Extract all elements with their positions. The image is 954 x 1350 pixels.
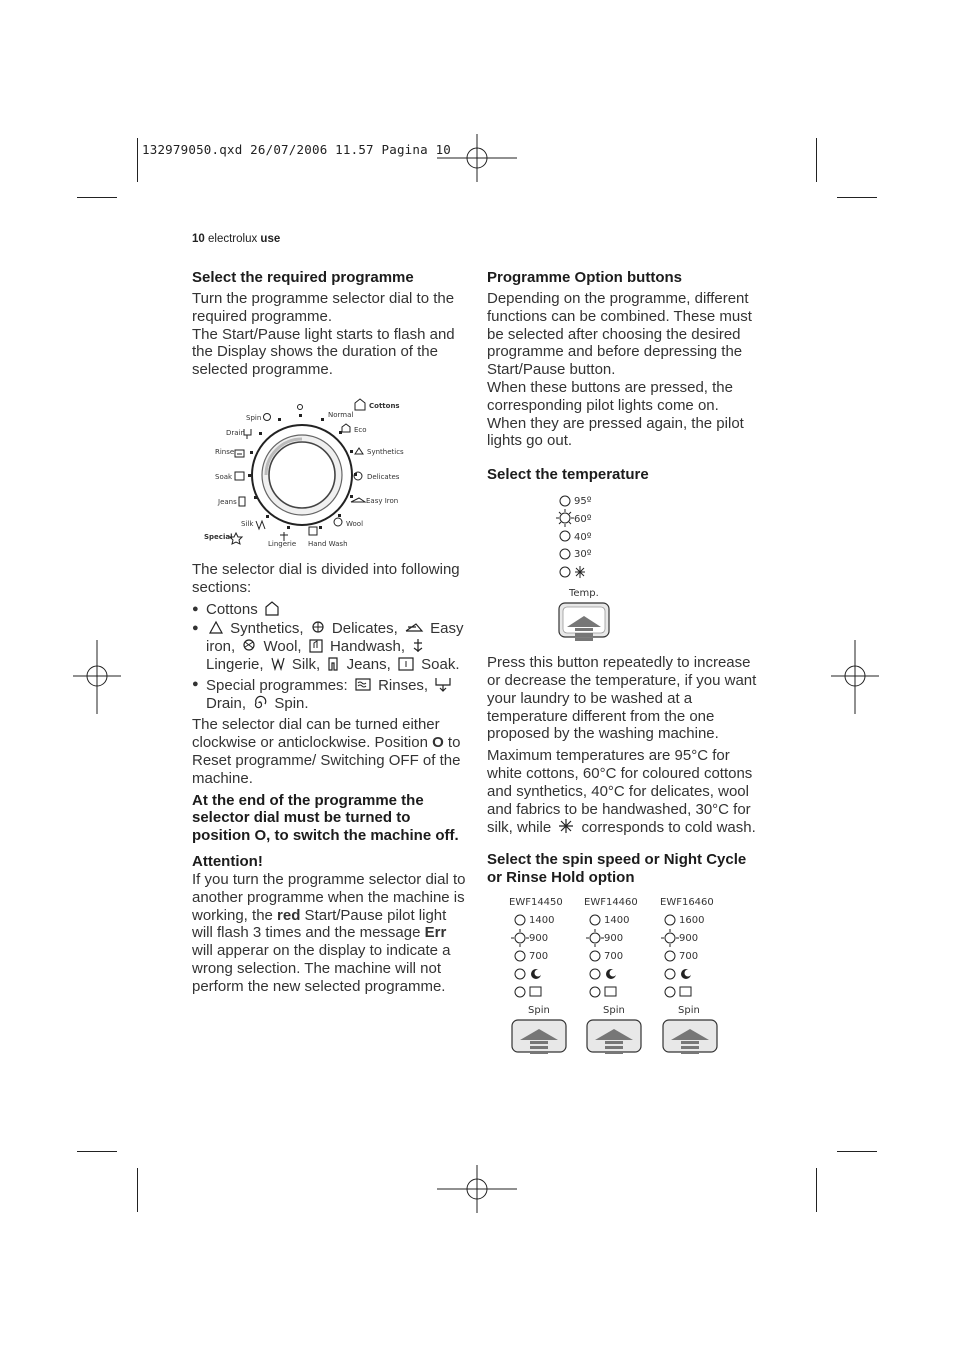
spin-speed-2-1: 1400 — [604, 915, 630, 927]
dial-label-normal: Normal — [328, 410, 354, 419]
spin-button-label-1: Spin — [528, 1005, 550, 1017]
end-of-programme-warning: At the end of the programme the selector dial must be turned to position O, to switch the machine off. — [192, 791, 459, 845]
section-cottons: ● Cottons — [192, 601, 467, 619]
spin-icon — [264, 413, 271, 420]
dial-label-jeans: Jeans — [218, 497, 237, 506]
temp-label-60: 60º — [574, 514, 592, 526]
spin-speed-3-2: 900 — [679, 933, 699, 945]
print-slug: 132979050.qxd 26/07/2006 11.57 Pagina 10 — [142, 142, 452, 157]
dial-label-spin: Spin — [246, 413, 262, 422]
section-name: use — [260, 233, 281, 245]
dial-label-drain: Drain — [226, 428, 245, 437]
spin-model-3: EWF16460 — [660, 897, 714, 909]
spin-model-2: EWF14460 — [584, 897, 638, 909]
cold-wash-icon — [557, 818, 575, 834]
registration-mark-left — [73, 640, 123, 716]
temperature-text-2: Maximum temperatures are 95°C for white cottons, 60°C for coloured cottons and synthetics, 40°C for delicates, wool and fabrics to be handwashed, 30°C for silk, while corresponds to cold wash. — [487, 747, 756, 837]
dial-rotation-text: The selector dial can be turned either clockwise or anticlockwise. Position O to Reset programme/ Switching OFF of the machine. — [192, 716, 461, 787]
dial-label-easy-iron: Easy Iron — [366, 496, 399, 505]
cold-wash-icon — [575, 566, 585, 578]
dial-label-lingerie: Lingerie — [268, 539, 297, 548]
page-number: 10 — [192, 233, 205, 245]
brand-name: electrolux — [208, 233, 258, 245]
dial-label-silk: Silk — [241, 519, 254, 528]
temp-button[interactable] — [559, 603, 609, 641]
cottons-icon — [264, 601, 280, 616]
wool-icon — [241, 638, 257, 653]
dial-label-synthetics: Synthetics — [367, 447, 404, 456]
crop-mark — [837, 1151, 877, 1152]
dial-label-rinse: Rinse — [215, 447, 235, 456]
option-text-2: When these buttons are pressed, the corresponding pilot lights come on. When they are pressed again, the pilot lights go out. — [487, 378, 744, 450]
temperature-panel — [487, 486, 762, 648]
spin-speed-2-3: 700 — [604, 951, 624, 963]
temp-light-40 — [560, 531, 570, 541]
spin-model-1: EWF14450 — [509, 897, 563, 909]
hand-wash-icon — [309, 527, 317, 535]
spin-speed-1-2: 900 — [529, 933, 549, 945]
dial-label-cottons: Cottons — [369, 401, 400, 410]
soak-icon — [235, 472, 244, 480]
heading-option-buttons: Programme Option buttons — [487, 269, 682, 286]
handwash-icon — [308, 638, 324, 653]
eco-icon — [342, 424, 350, 432]
left-column — [192, 269, 467, 996]
dial-label-wool: Wool — [346, 519, 364, 528]
attention-heading: Attention! — [192, 852, 263, 870]
temp-light-30 — [560, 549, 570, 559]
heading-select-programme: Select the required programme — [192, 269, 414, 286]
temp-light-cold — [560, 567, 570, 577]
cottons-icon — [355, 399, 365, 410]
spin-panel — [487, 891, 762, 1061]
drain-icon — [244, 429, 251, 439]
registration-mark-bottom — [437, 1165, 517, 1215]
temp-light-95 — [560, 496, 570, 506]
heading-spin: Select the spin speed or Night Cycle or Rinse Hold option — [487, 851, 747, 887]
temp-light-60 — [560, 513, 570, 523]
drain-icon — [434, 676, 452, 692]
crop-mark — [816, 138, 817, 182]
registration-mark-right — [831, 640, 881, 716]
section-special-programmes: ● Special programmes: Rinses, Drain, Spin. — [192, 676, 467, 713]
crop-mark — [137, 1168, 138, 1212]
dial-label-delicates: Delicates — [367, 472, 400, 481]
spin-button-label-3: Spin — [678, 1005, 700, 1017]
crop-mark — [837, 197, 877, 198]
dial-label-soak: Soak — [215, 472, 233, 481]
temp-light-60-rays — [556, 509, 574, 527]
right-column — [487, 269, 762, 1061]
spin-speed-2-2: 900 — [604, 933, 624, 945]
sections-intro: The selector dial is divided into following sections: — [192, 560, 460, 596]
delicates-icon — [310, 620, 326, 635]
wool-icon — [334, 518, 342, 526]
crop-mark — [816, 1168, 817, 1212]
spin-button-3[interactable] — [663, 1020, 717, 1054]
jeans-icon — [326, 656, 340, 671]
silk-icon — [270, 656, 286, 671]
dial-label-hand-wash: Hand Wash — [308, 539, 348, 548]
synthetics-icon — [208, 620, 224, 635]
easy-iron-icon — [351, 498, 365, 502]
section-normal-programmes: ● Synthetics, Delicates, Easy iron, Wool, Handwash, Lingerie, Silk, Jeans, Soak. — [192, 620, 467, 673]
sections-list — [192, 601, 467, 713]
silk-icon — [256, 521, 265, 529]
dial-label-special: Special — [204, 532, 233, 541]
spin-button-label-2: Spin — [603, 1005, 625, 1017]
heading-temperature: Select the temperature — [487, 466, 649, 484]
synthetics-icon — [355, 448, 363, 454]
spin-speed-1-1: 1400 — [529, 915, 555, 927]
easy-iron-icon — [404, 620, 424, 635]
lingerie-icon — [411, 638, 425, 653]
spin-button-2[interactable] — [587, 1020, 641, 1054]
rinse-icon — [235, 450, 244, 457]
option-text-1: Depending on the programme, different functions can be combined. These must be selected after choosing the desired programme and before depressing the Start/Pause button. — [487, 290, 752, 379]
jeans-icon — [239, 497, 245, 506]
dial-label-eco: Eco — [354, 425, 367, 434]
spin-speed-3-3: 700 — [679, 951, 699, 963]
temp-button-label: Temp. — [569, 588, 599, 600]
dial-knob-face — [269, 442, 335, 508]
crop-mark — [137, 138, 138, 182]
temp-label-30: 30º — [574, 549, 592, 561]
spin-speed-3-1: 1600 — [679, 915, 705, 927]
spin-icon — [252, 695, 268, 710]
page-header — [192, 233, 280, 245]
programme-text-1: Turn the programme selector dial to the required programme. — [192, 290, 455, 325]
off-position-marker — [298, 404, 303, 409]
temperature-text-1: Press this button repeatedly to increase or decrease the temperature, if you want your laundry to be washed at a temperature different from the one proposed by the washing machine. — [487, 654, 757, 743]
spin-button-1[interactable] — [512, 1020, 566, 1054]
attention-text: If you turn the programme selector dial to another programme when the machine is working, the red Start/Pause pilot light will flash 3 times and the message Err will apperar on the display to indicate a wrong selection. The machine will not perform the new selected programme. — [192, 870, 466, 995]
programme-text-2: The Start/Pause light starts to flash and the Display shows the duration of the selected programme. — [192, 325, 455, 379]
temp-label-95: 95º — [574, 496, 592, 508]
programme-selector-dial — [192, 393, 467, 555]
crop-mark — [77, 1151, 117, 1152]
temp-label-40: 40º — [574, 532, 592, 544]
soak-icon — [397, 656, 415, 671]
spin-speed-1-3: 700 — [529, 951, 549, 963]
rinse-icon — [354, 677, 372, 692]
crop-mark — [77, 197, 117, 198]
